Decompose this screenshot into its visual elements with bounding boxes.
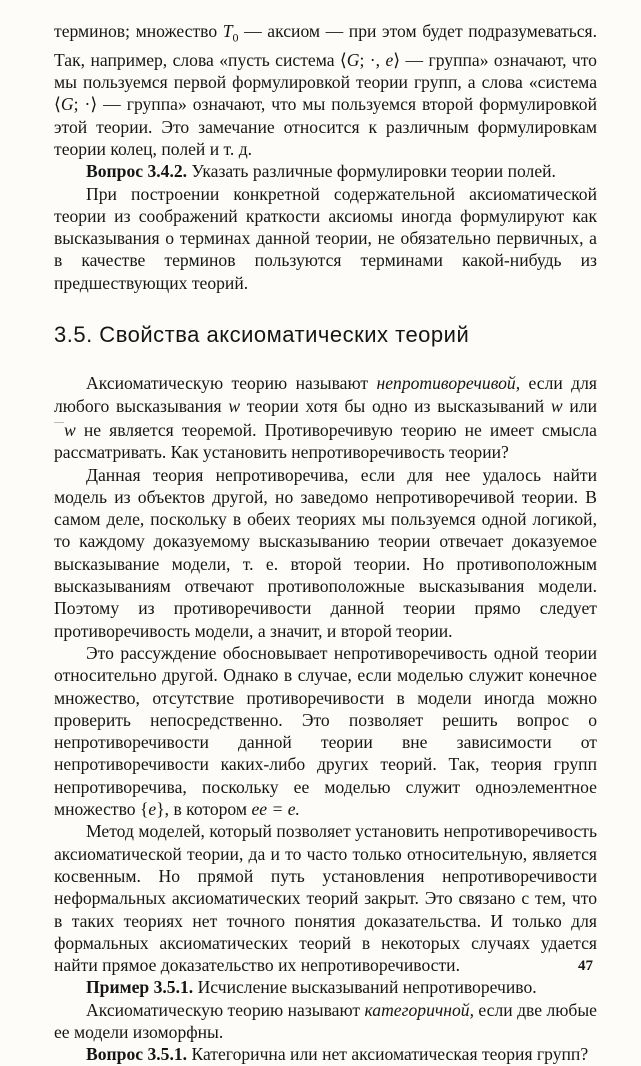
question-label: Вопрос 3.4.2. [86,161,188,182]
paragraph-categorical-definition: Аксиоматическую теорию называют категоричной, если две любые ее модели изоморфны. [54,999,597,1042]
math-subscript: 0 [232,30,239,45]
question-label: Вопрос 3.5.1. [86,1044,188,1065]
math-equation: ee = e. [251,799,300,820]
paragraph-model-method: Данная теория непротиворечива, если для нее удалось найти модель из объектов другой, но заведомо непротиворечивой теории. В самом деле, поскольку в обеих теориях мы пользуемся одной логикой, то каждому доказуемому высказыванию теории отвечает доказуемое высказывание модели, т. е. второй теории. Но противоположным высказываниям отвечают противоположные высказывания модели. Поэтому из противоречивости данной теории прямо следует противоречивость модели, а значит, и второй теории. [54,464,597,641]
paragraph-indirect-method: Метод моделей, который позволяет установить непротиворечивость аксиоматической теории, да и то часто только относительную, является косвенным. Но прямой путь установления непротиворечивости неформальных аксиоматических теорий закрыт. Это связано с тем, что в таких теориях нет точного понятия доказательства. И только для формальных аксиоматических теорий в некоторых случаях удается найти прямое доказательство их непротиворечивости. [54,821,597,976]
term-consistent: непротиворечивой, [376,373,521,394]
question-3-5-1: Вопрос 3.5.1. Категорична или нет аксиоматическая теория групп? [86,1044,589,1065]
page-number: 47 [578,958,593,974]
term-categorical: категоричной, [364,999,474,1020]
paragraph-terms: При построении конкретной содержательной аксиоматической теории из соображений краткости аксиомы иногда формулируют как высказывания о терминах данной теории, не обязательно первичных, а в качестве терминов пользуются терминами какой-нибудь из предшествующих теорий. [54,183,597,293]
example-label: Пример 3.5.1. [86,977,194,998]
paragraph-consistency-definition: Аксиоматическую теорию называют непротиворечивой, если для любого высказывания w теории хотя бы одно из высказываний w или ¯¯w не является теоремой. Противоречивую теорию не имеет смысла рассматривать. Как установить непротиворечивость теории? [54,373,597,463]
page-content [54,20,597,1066]
negation-bar: ¯¯ [54,421,64,433]
paragraph-formulations: терминов; множество $T_0$ — аксиом — при этом будет подразумеваться. Так, например, слова «пусть система ⟨G; ·, e⟩ — группа» означают, что мы пользуемся первой формулировкой теории групп, а слова «система ⟨G; ·⟩ — группа» означают, что мы пользуемся второй формулировкой этой теории. Это замечание относится к различным формулировкам теории колец, полей и т. д. [54,21,598,159]
paragraph-relative-consistency: Это рассуждение обосновывает непротиворечивость одной теории относительно другой. Однако в случае, если моделью служит конечное множество, отсутствие противоречивости в модели иногда можно проверить непосредственно. Это позволяет решить вопрос о непротиворечивости данной теории вне зависимости от непротиворечивости каких-либо других теорий. Так, теория групп непротиворечива, поскольку ее моделью служит одноэлементное множество {e}, в котором ee = e. [54,642,597,820]
question-3-4-2: Вопрос 3.4.2. Указать различные формулировки теории полей. [86,161,556,182]
section-title: 3.5. Свойства аксиоматических теорий [54,322,470,348]
math-T: T [222,21,233,41]
example-3-5-1: Пример 3.5.1. Исчисление высказываний непротиворечиво. [86,977,537,998]
